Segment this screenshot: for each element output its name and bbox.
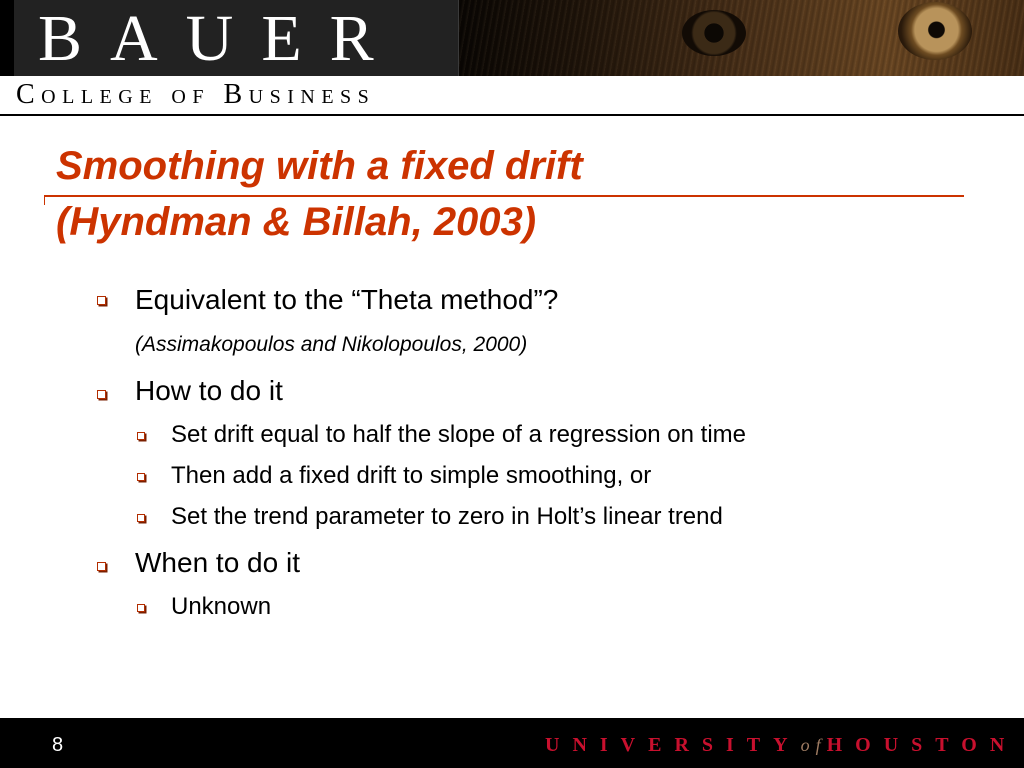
- university-of-houston-logo: [545, 733, 1017, 757]
- bullet-how-to-do-it: How to do it: [135, 375, 283, 406]
- sub-bullet-square-icon: [137, 514, 145, 522]
- sub-bullet-unknown: Unknown: [171, 593, 272, 620]
- bullet-when-to-do-it: When to do it: [135, 547, 300, 578]
- college-of-business-text: College of Business: [16, 79, 376, 110]
- bullet-square-icon: [97, 562, 106, 571]
- sub-bullet-set-drift: Set drift equal to half the slope of a regression on time: [171, 421, 747, 448]
- uh-of-word: of: [800, 735, 827, 755]
- sub-bullet-square-icon: [137, 432, 145, 440]
- bullet-square-icon: [97, 390, 106, 399]
- bullet-square-icon: [97, 296, 106, 305]
- citation-assimakopoulos: (Assimakopoulos and Nikolopoulos, 2000): [135, 333, 528, 356]
- bullet-theta-method: Equivalent to the “Theta method”?: [135, 284, 559, 315]
- uh-houston-word: HOUSTON: [826, 734, 1018, 756]
- slide-title-line-1: Smoothing with a fixed drift: [56, 144, 583, 188]
- bauer-logo-text: BAUER: [38, 2, 402, 75]
- uh-university-word: UNIVERSITY: [545, 734, 801, 756]
- page-number: 8: [52, 734, 64, 756]
- sub-bullet-square-icon: [137, 473, 145, 481]
- slide-title-line-2: (Hyndman & Billah, 2003): [56, 200, 537, 244]
- sub-bullet-add-fixed-drift: Then add a fixed drift to simple smoothing, or: [171, 462, 652, 489]
- sub-bullet-square-icon: [137, 604, 145, 612]
- sub-bullet-holt-trend: Set the trend parameter to zero in Holt’s linear trend: [171, 503, 723, 530]
